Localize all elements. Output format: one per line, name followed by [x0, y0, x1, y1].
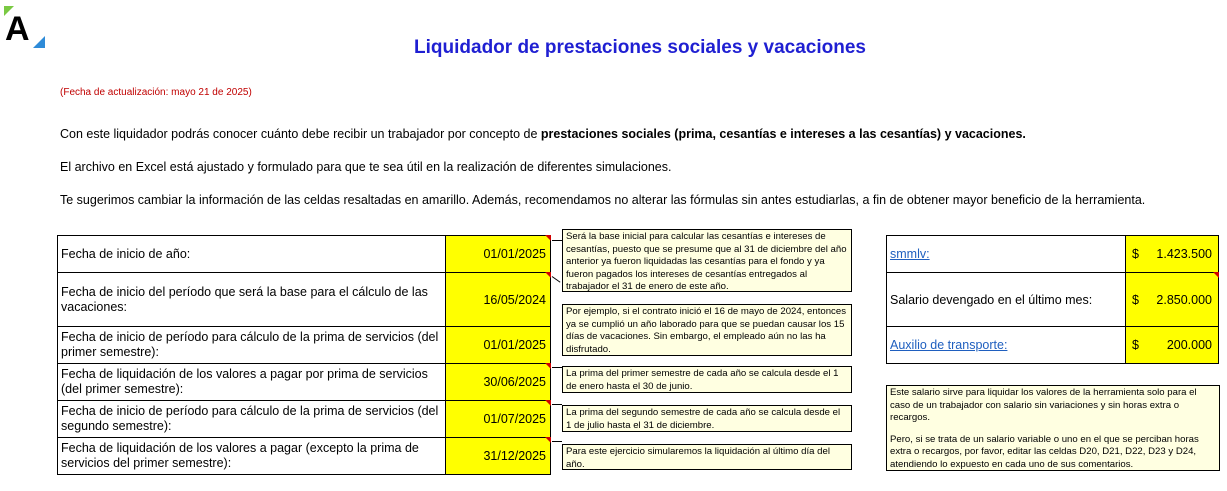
date-value: 30/06/2025 [483, 375, 546, 389]
date-value: 16/05/2024 [483, 292, 546, 307]
table-row [58, 236, 551, 273]
table-row [58, 327, 551, 364]
currency-symbol: $ [1132, 292, 1139, 307]
comment-salary [886, 385, 1220, 471]
transport-value: 200.000 [1166, 338, 1212, 352]
comment-vacation-start: Por ejemplo, si el contrato inició el 16 de mayo de 2024, entonces ya se cumplió un año laborado para que se puedan causar los 15 días de vacaciones. Sin embargo, el empleado aún no las ha disfrutado. [562, 304, 852, 356]
intro-p1-text: Con este liquidador podrás conocer cuánto debe recibir un trabajador por concepto de [60, 127, 541, 141]
comment-liquidation: Para este ejercicio simularemos la liquidación al último día del año. [562, 444, 852, 470]
transport-value-cell[interactable] [1126, 327, 1219, 364]
salary-label: Salario devengado en el último mes: [887, 273, 1126, 327]
date-cell-prima1-start[interactable] [446, 327, 551, 364]
comment-indicator-icon [545, 235, 551, 241]
date-cell-prima1-end[interactable] [446, 364, 551, 401]
date-value: 01/07/2025 [483, 412, 546, 426]
comment-year-start: Será la base inicial para calcular las cesantías e intereses de cesantías, puesto que se presume que al 31 de diciembre del año anterior ya fueron liquidadas las cesantías para el fondo y ya fueron pagados los intereses de cesantías entregados al trabajador el 31 de enero de este año. [562, 229, 852, 292]
date-cell-vacation-start[interactable] [446, 273, 551, 327]
comment-connector [552, 441, 562, 442]
table-row [58, 273, 551, 327]
date-cell-liquidation[interactable] [446, 438, 551, 475]
transport-link[interactable]: Auxilio de transporte: [890, 338, 1008, 352]
comment-connector [552, 404, 562, 405]
table-row [58, 401, 551, 438]
comment-prima1: La prima del primer semestre de cada año se calcula desde el 1 de enero hasta el 30 de junio. [562, 366, 852, 393]
table-row [58, 438, 551, 475]
comment-indicator-icon [545, 363, 551, 369]
intro-paragraph-3: Te sugerimos cambiar la información de las celdas resaltadas en amarillo. Además, recomendamos no alterar las fórmulas sin antes estudiarlas, a fin de obtener mayor beneficio de la herramienta. [60, 193, 1146, 207]
currency-symbol: $ [1132, 338, 1139, 352]
date-label-year-start: Fecha de inicio de año: [58, 236, 446, 273]
date-value: 01/01/2025 [483, 247, 546, 261]
date-label-prima1-start: Fecha de inicio de período para cálculo de la prima de servicios (del primer semestre): [58, 327, 446, 364]
smmlv-cell [887, 236, 1126, 273]
smmlv-value-cell[interactable] [1126, 236, 1219, 273]
intro-p1-bold: prestaciones sociales (prima, cesantías e intereses a las cesantías) y vacaciones. [540, 127, 1026, 141]
update-date-note: (Fecha de actualización: mayo 21 de 2025) [60, 87, 252, 98]
date-value: 31/12/2025 [483, 449, 546, 463]
date-label-prima2-start: Fecha de inicio de período para cálculo de la prima de servicios (del segundo semestre): [58, 401, 446, 438]
salary-table [886, 235, 1219, 364]
logo-letter: A [5, 10, 30, 48]
transport-cell [887, 327, 1126, 364]
table-row [887, 273, 1219, 327]
table-row [58, 364, 551, 401]
date-value: 01/01/2025 [483, 338, 546, 352]
comment-indicator-icon [545, 437, 551, 443]
salary-value-cell[interactable] [1126, 273, 1219, 327]
comment-connector [552, 276, 561, 283]
dates-table [57, 235, 551, 475]
comment-salary-p2: Pero, si se trata de un salario variable o uno en el que se perciban horas extra o recargos, por favor, editar las celdas D20, D21, D22, D23 y D24, atendiendo lo expuesto en cada uno de sus comentarios. [890, 433, 1199, 470]
date-label-liquidation: Fecha de liquidación de los valores a pagar (excepto la prima de servicios del primer semestre): [58, 438, 446, 475]
intro-paragraph-1 [60, 127, 1026, 141]
comment-connector [552, 240, 562, 241]
comment-indicator-icon [545, 400, 551, 406]
table-row [887, 236, 1219, 273]
date-cell-prima2-start[interactable] [446, 401, 551, 438]
salary-value: 2.850.000 [1156, 292, 1212, 307]
date-label-vacation-start: Fecha de inicio del período que será la base para el cálculo de las vacaciones: [58, 273, 446, 327]
intro-paragraph-2: El archivo en Excel está ajustado y formulado para que te sea útil en la realización de diferentes simulaciones. [60, 160, 672, 174]
date-cell-year-start[interactable] [446, 236, 551, 273]
comment-indicator-icon [545, 272, 551, 278]
comment-prima2: La prima del segundo semestre de cada año se calcula desde el 1 de julio hasta el 31 de diciembre. [562, 405, 852, 432]
comment-indicator-icon [1213, 272, 1219, 278]
date-label-prima1-end: Fecha de liquidación de los valores a pagar por prima de servicios (del primer semestre): [58, 364, 446, 401]
comment-connector [552, 367, 562, 368]
table-row [887, 327, 1219, 364]
comment-salary-p1: Este salario sirve para liquidar los valores de la herramienta solo para el caso de un trabajador con salario sin variaciones y sin horas extra o recargos. [890, 387, 1197, 423]
currency-symbol: $ [1132, 247, 1139, 261]
smmlv-link[interactable]: smmlv: [890, 247, 930, 261]
page-title: Liquidador de prestaciones sociales y vacaciones [414, 37, 866, 58]
smmlv-value: 1.423.500 [1156, 247, 1212, 261]
